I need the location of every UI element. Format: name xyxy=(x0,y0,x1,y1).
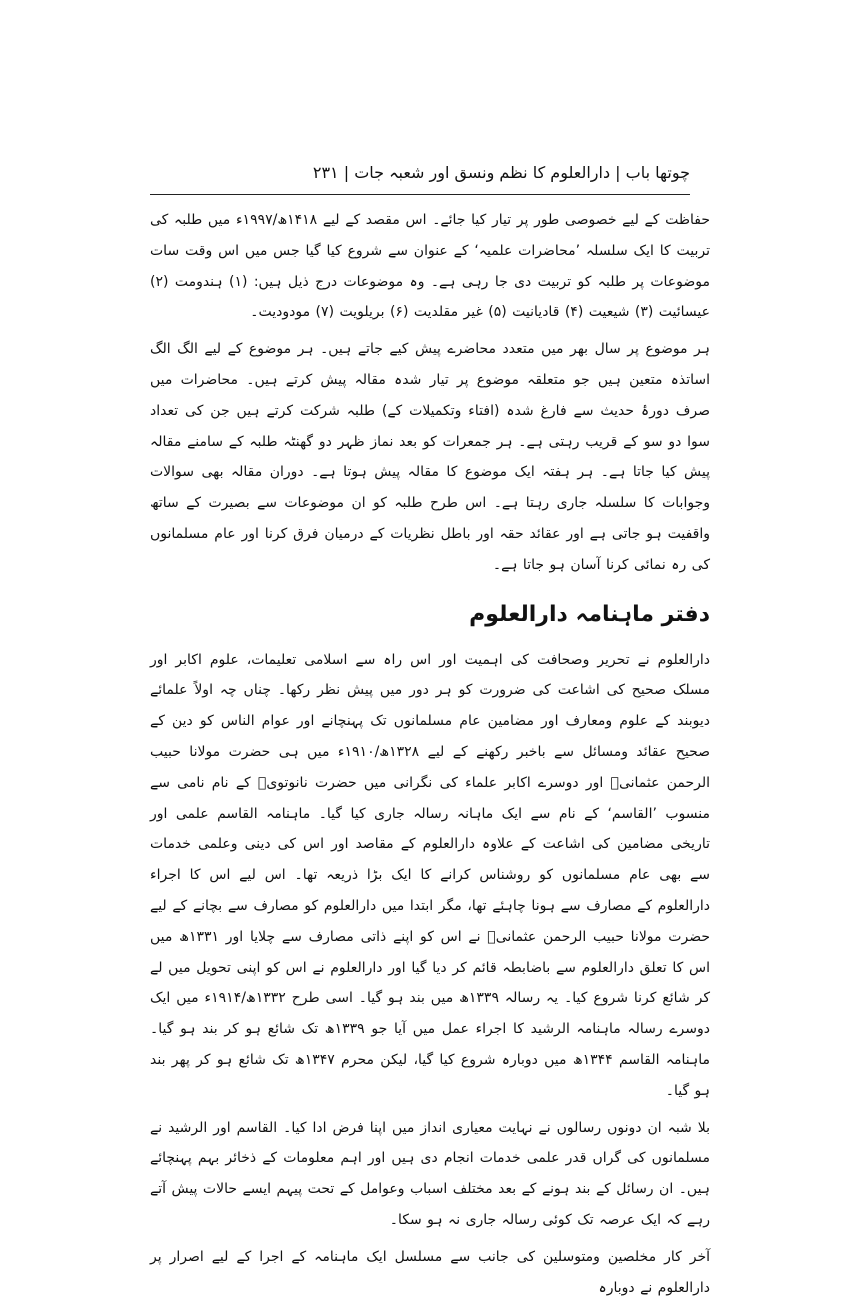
section-heading: دفتر ماہنامہ دارالعلوم xyxy=(469,601,710,627)
running-header xyxy=(150,158,690,188)
body-text xyxy=(150,205,711,1296)
paragraph-1: حفاظت کے لیے خصوصی طور پر تیار کیا جائے۔ اس مقصد کے لیے ۱۴۱۸ھ/۱۹۹۷ء میں طلبہ کی تربیت کا ایک سلسلہ ’محاضرات علمیہ‘ کے عنوان سے شروع کیا گیا جس میں اس وقت سات موضوعات پر طلبہ کو تربیت دی جا رہی ہے۔ وہ موضوعات درج ذیل ہیں: (۱) ہندومت (۲) عیسائیت (۳) شیعیت (۴) قادیانیت (۵) غیر مقلدیت (۶) بریلویت (۷) مودودیت۔ xyxy=(150,212,710,321)
paragraph-4: بلا شبہ ان دونوں رسالوں نے نہایت معیاری انداز میں اپنا فرض ادا کیا۔ القاسم اور الرشید نے مسلمانوں کی گراں قدر علمی خدمات انجام دی ہیں اور اہم معلومات کے ذخائر بہم پہنچائے ہیں۔ ان رسائل کے بند ہونے کے بعد مختلف اسباب وعوامل کے تحت پیہم ایسے حالات پیش آتے رہے کہ ایک عرصہ تک کوئی رسالہ جاری نہ ہو سکا۔ xyxy=(150,1119,710,1228)
header-text: چوتھا باب | دارالعلوم کا نظم ونسق اور شعبہ جات | ۲۳۱ xyxy=(312,163,690,182)
header-rule xyxy=(150,194,690,195)
paragraph-5: آخر کار مخلصین ومتوسلین کی جانب سے مسلسل ایک ماہنامہ کے اجرا کے لیے اصرار پر دارالعلوم نے دوبارہ xyxy=(150,1248,710,1296)
paragraph-2: ہر موضوع پر سال بھر میں متعدد محاضرے پیش کیے جاتے ہیں۔ ہر موضوع کے لیے الگ الگ اساتذہ متعین ہیں جو متعلقہ موضوع پر تیار شدہ مقالہ پیش کرتے ہیں۔ محاضرات میں صرف دورۂ حدیث سے فارغ شدہ (افتاء وتکمیلات کے) طلبہ شرکت کرتے ہیں جن کی تعداد سوا دو سو کے قریب رہتی ہے۔ ہر جمعرات کو بعد نماز ظہر دو گھنٹہ طلبہ کے سامنے مقالہ پیش کیا جاتا ہے۔ ہر ہفتہ ایک موضوع کا مقالہ پیش ہوتا ہے۔ دوران مقالہ بھی سوالات وجوابات کا سلسلہ جاری رہتا ہے۔ اس طرح طلبہ کو ان موضوعات سے بصیرت کے ساتھ واقفیت ہو جاتی ہے اور عقائد حقہ اور باطل نظریات کے درمیان فرق کرنا اور عام مسلمانوں کی رہ نمائی کرنا آسان ہو جاتا ہے۔ xyxy=(150,341,710,573)
paragraph-3: دارالعلوم نے تحریر وصحافت کی اہمیت اور اس راہ سے اسلامی تعلیمات، علوم اکابر اور مسلک صحیح کی اشاعت کی ضرورت کو ہر دور میں پیش نظر رکھا۔ چناں چہ اولاً علمائے دیوبند کے علوم ومعارف اور مضامین عام مسلمانوں تک پہنچانے اور عوام الناس کو دین کے صحیح عقائد ومسائل سے باخبر رکھنے کے لیے ۱۳۲۸ھ/۱۹۱۰ء میں ہی حضرت مولانا حبیب الرحمن عثمانیؒ اور دوسرے اکابر علماء کی نگرانی میں حضرت نانوتویؒ کے نام نامی سے منسوب ’القاسم‘ کے نام سے ایک ماہانہ رسالہ جاری کیا گیا۔ ماہنامہ القاسم علمی اور تاریخی مضامین کی اشاعت کے علاوہ دارالعلوم کے مقاصد اور اس کی دینی وعلمی خدمات سے بھی عام مسلمانوں کو روشناس کرانے کا ایک بڑا ذریعہ تھا۔ اس لیے اس کا اجراء دارالعلوم کے مصارف سے ہونا چاہئے تھا، مگر ابتدا میں دارالعلوم کو مصارف سے بچانے کے لیے حضرت مولانا حبیب الرحمن عثمانیؒ نے اس کو اپنے ذاتی مصارف سے چلایا اور ۱۳۳۱ھ میں اس کا تعلق دارالعلوم سے باضابطہ قائم کر دیا گیا اور دارالعلوم نے اس کو اپنی تحویل میں لے کر شائع کرنا شروع کیا۔ یہ رسالہ ۱۳۳۹ھ میں بند ہو گیا۔ اسی طرح ۱۳۳۲ھ/۱۹۱۴ء میں ایک دوسرے رسالہ ماہنامہ الرشید کا اجراء عمل میں آیا جو ۱۳۳۹ھ تک شائع ہو کر بند ہو گیا۔ ماہنامہ القاسم ۱۳۴۴ھ میں دوبارہ شروع کیا گیا، لیکن محرم ۱۳۴۷ھ تک شائع ہو کر پھر بند ہو گیا۔ xyxy=(150,651,711,1099)
